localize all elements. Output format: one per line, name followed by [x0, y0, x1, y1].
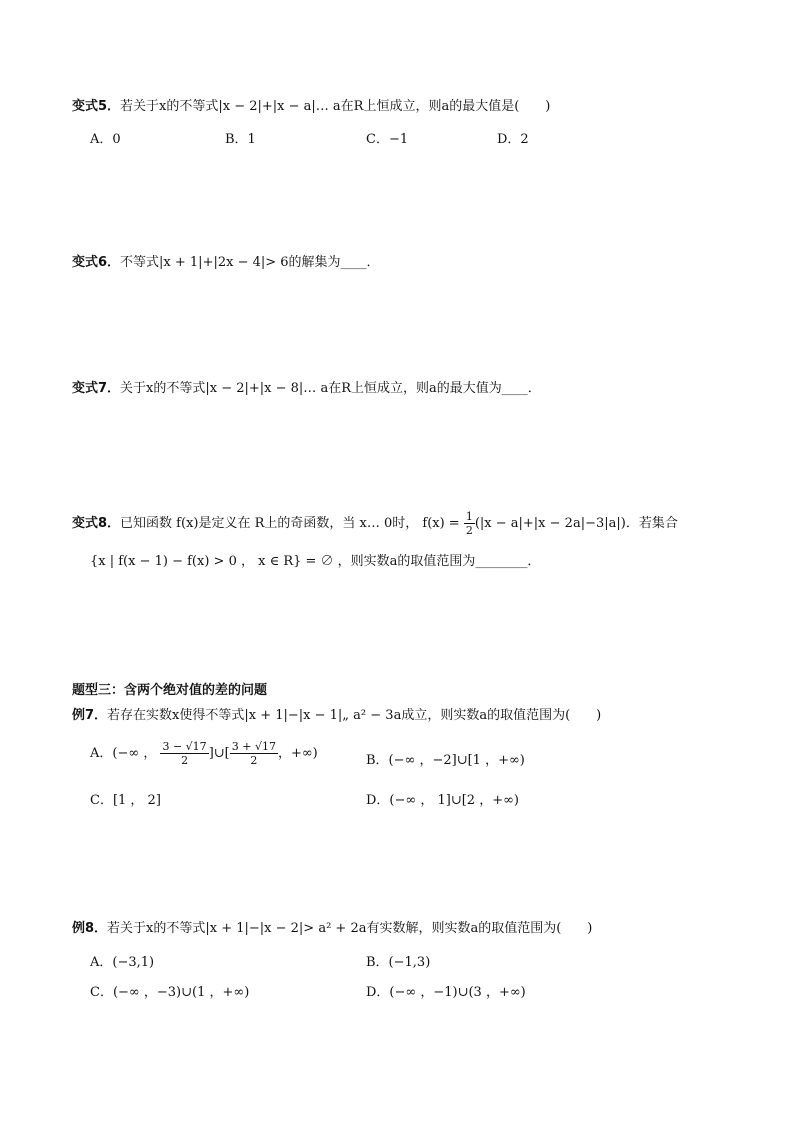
- fraction-one-half: $\frac{1}{2}$: [465, 510, 473, 537]
- question-label: 变式8．: [72, 516, 121, 531]
- question-label: 变式5．: [72, 99, 121, 114]
- question-label: 变式6．: [72, 255, 121, 270]
- example-7: [72, 707, 601, 725]
- option-b: B．(−1,3): [366, 955, 431, 970]
- question-label: 例7．: [72, 708, 108, 723]
- option-a: A．(−3,1): [90, 955, 155, 970]
- option-c: C．−1: [366, 132, 409, 147]
- option-b: B．(−∞ ，−2]∪[1 ，+∞): [366, 753, 525, 768]
- option-b: B．1: [225, 132, 256, 147]
- example-8: [72, 920, 592, 938]
- option-a: A．0: [90, 132, 121, 147]
- question-stem: 若关于x的不等式|x − 2|+|x − a|… a在R上恒成立，则a的最大值是( ): [120, 99, 551, 114]
- question-variant-5: [72, 98, 550, 116]
- fraction-3-plus-sqrt17-over-2: $\frac{3 + √17}{2}$: [231, 740, 276, 767]
- question-stem: 关于x的不等式|x − 2|+|x − 8|… a在R上恒成立，则a的最大值为____．: [120, 381, 541, 396]
- question-variant-8-line2: {x | f(x − 1) − f(x) > 0 ， x ∈ R} = ∅ ，则实数a的取值范围为________．: [90, 554, 541, 569]
- fraction-3-minus-sqrt17-over-2: $\frac{3 - √17}{2}$: [162, 740, 207, 767]
- option-d: D．(−∞ ， 1]∪[2 ，+∞): [366, 793, 519, 808]
- question-stem-part2: (|x − a|+|x − 2a|−3|a|)．若集合: [474, 516, 678, 531]
- question-stem: 若关于x的不等式|x + 1|−|x − 2|> a² + 2a有实数解，则实数a的取值范围为( ): [107, 921, 593, 936]
- option-c: C．(−∞ ，−3)∪(1 ，+∞): [90, 985, 250, 1000]
- question-variant-6: [72, 254, 380, 272]
- question-stem: 不等式|x + 1|+|2x − 4|> 6的解集为____．: [120, 255, 380, 270]
- question-label: 例8．: [72, 921, 108, 936]
- option-a: A．(−∞ ， $\frac{3 - √17}{2}$ ]∪[ $\frac{3 + √17}{2}$ ，+∞): [90, 740, 318, 767]
- question-stem-part1: 已知函数 f(x)是定义在 R上的奇函数，当 x… 0时， f(x) =: [120, 516, 460, 531]
- option-c: C．[1 ， 2]: [90, 793, 161, 808]
- section-title: 题型三：含两个绝对值的差的问题: [72, 683, 268, 698]
- question-label: 变式7．: [72, 381, 121, 396]
- option-d: D．2: [497, 132, 529, 147]
- question-variant-7: [72, 380, 541, 398]
- option-d: D．(−∞ ，−1)∪(3 ，+∞): [366, 985, 526, 1000]
- question-variant-8: [72, 510, 678, 537]
- question-stem: 若存在实数x使得不等式|x + 1|−|x − 1|„ a² − 3a成立，则实数a的取值范围为( ): [107, 708, 602, 723]
